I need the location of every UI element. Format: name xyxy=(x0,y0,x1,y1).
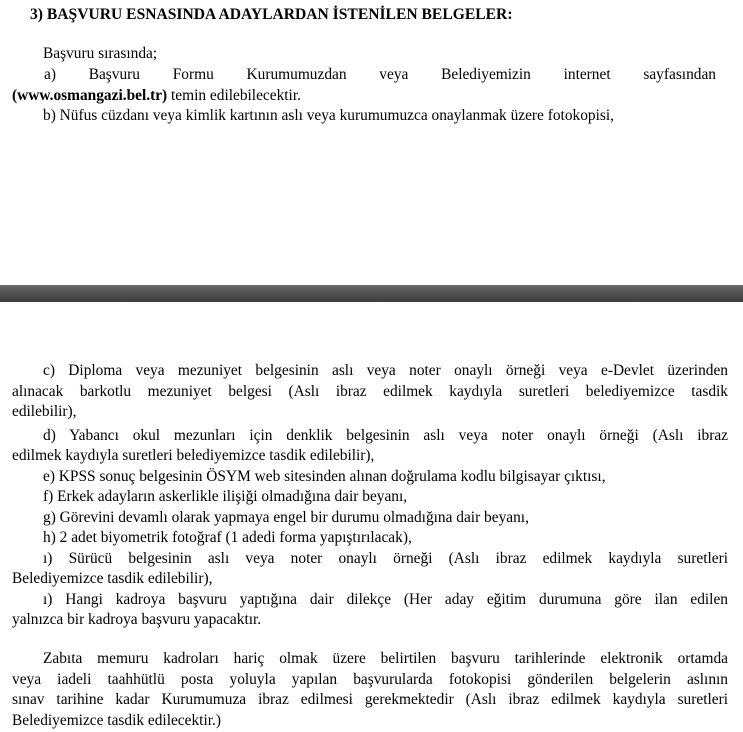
item-i-line: ı) Sürücü belgesinin aslı veya noter onaylı örneği (Aslı ibraz edilmek kaydıyla suretleri xyxy=(43,550,728,567)
item-j-line: ı) Hangi kadroya başvuru yaptığına dair dilekçe (Her aday eğitim durumuna göre ilan edilen xyxy=(43,591,728,608)
item-h: h) 2 adet biyometrik fotoğraf (1 adedi forma yapıştırılacak), xyxy=(43,529,412,546)
item-a-word: Kurumumuzdan xyxy=(246,66,347,83)
document-page-bottom xyxy=(0,302,743,732)
closing-line: Zabıta memuru kadroları hariç olmak üzere belirtilen başvuru tarihlerinde elektronik ortamda xyxy=(43,650,728,667)
item-a-word: Formu xyxy=(172,66,214,83)
section-heading: 3) BAŞVURU ESNASINDA ADAYLARDAN İSTENİLEN BELGELER: xyxy=(30,6,513,23)
item-a-word: veya xyxy=(379,66,409,83)
item-j-line: yalnızca bir kadroya başvuru yapacaktır. xyxy=(12,611,262,628)
item-c-line: edilebilir), xyxy=(12,403,77,420)
item-e: e) KPSS sonuç belgesinin ÖSYM web sitesinden alınan doğrulama kodlu bilgisayar çıktısı, xyxy=(43,468,606,485)
item-g: g) Görevini devamlı olarak yapmaya engel bir durumu olmadığına dair beyanı, xyxy=(43,509,529,526)
item-i-line: Belediyemizce tasdik edilebilir), xyxy=(12,570,213,587)
closing-line: sınav tarihine kadar Kurumumuza ibraz edilmesi gerekmektedir (Aslı ibraz edilmek kaydıyla suretleri xyxy=(12,691,728,708)
intro-text: Başvuru sırasında; xyxy=(43,45,158,62)
item-c-line: alınacak barkotlu mezuniyet belgesi (Aslı ibraz edilmek kaydıyla suretleri belediyemizce tasdik xyxy=(12,383,728,400)
item-a-word: Başvuru xyxy=(88,66,141,83)
item-b: b) Nüfus cüzdanı veya kimlik kartının aslı veya kurumumuzca onaylanmak üzere fotokopisi, xyxy=(43,107,614,124)
closing-line: veya iadeli taahhütlü posta yoluyla yapılan başvurularda fotokopisi gönderilen belgelerin aslının xyxy=(12,671,728,688)
item-a-line-1 xyxy=(44,65,716,84)
closing-line: Belediyemizce tasdik edilecektir.) xyxy=(12,712,221,729)
item-a-word: Belediyemizin xyxy=(441,66,531,83)
item-f: f) Erkek adayların askerlikle ilişiği olmadığına dair beyanı, xyxy=(43,488,408,505)
page-separator xyxy=(0,285,743,302)
item-d-line: edilmek kaydıyla suretleri belediyemizce tasdik edilebilir), xyxy=(12,447,375,464)
item-a-word: internet xyxy=(563,66,611,83)
item-a-word: sayfasından xyxy=(643,66,716,83)
item-c-line: c) Diploma veya mezuniyet belgesinin aslı veya noter onaylı örneği veya e-Devlet üzerinden xyxy=(43,362,728,379)
item-a-label: a) xyxy=(44,66,56,83)
item-d-line: d) Yabancı okul mezunları için denklik belgesinin aslı veya noter onaylı örneği (Aslı ibraz xyxy=(43,427,728,444)
item-a-rest: temin edilebilecektir. xyxy=(167,87,301,104)
website-url: (www.osmangazi.bel.tr) xyxy=(12,87,168,104)
document-page-top xyxy=(0,0,743,285)
item-a-line-2 xyxy=(12,86,728,105)
